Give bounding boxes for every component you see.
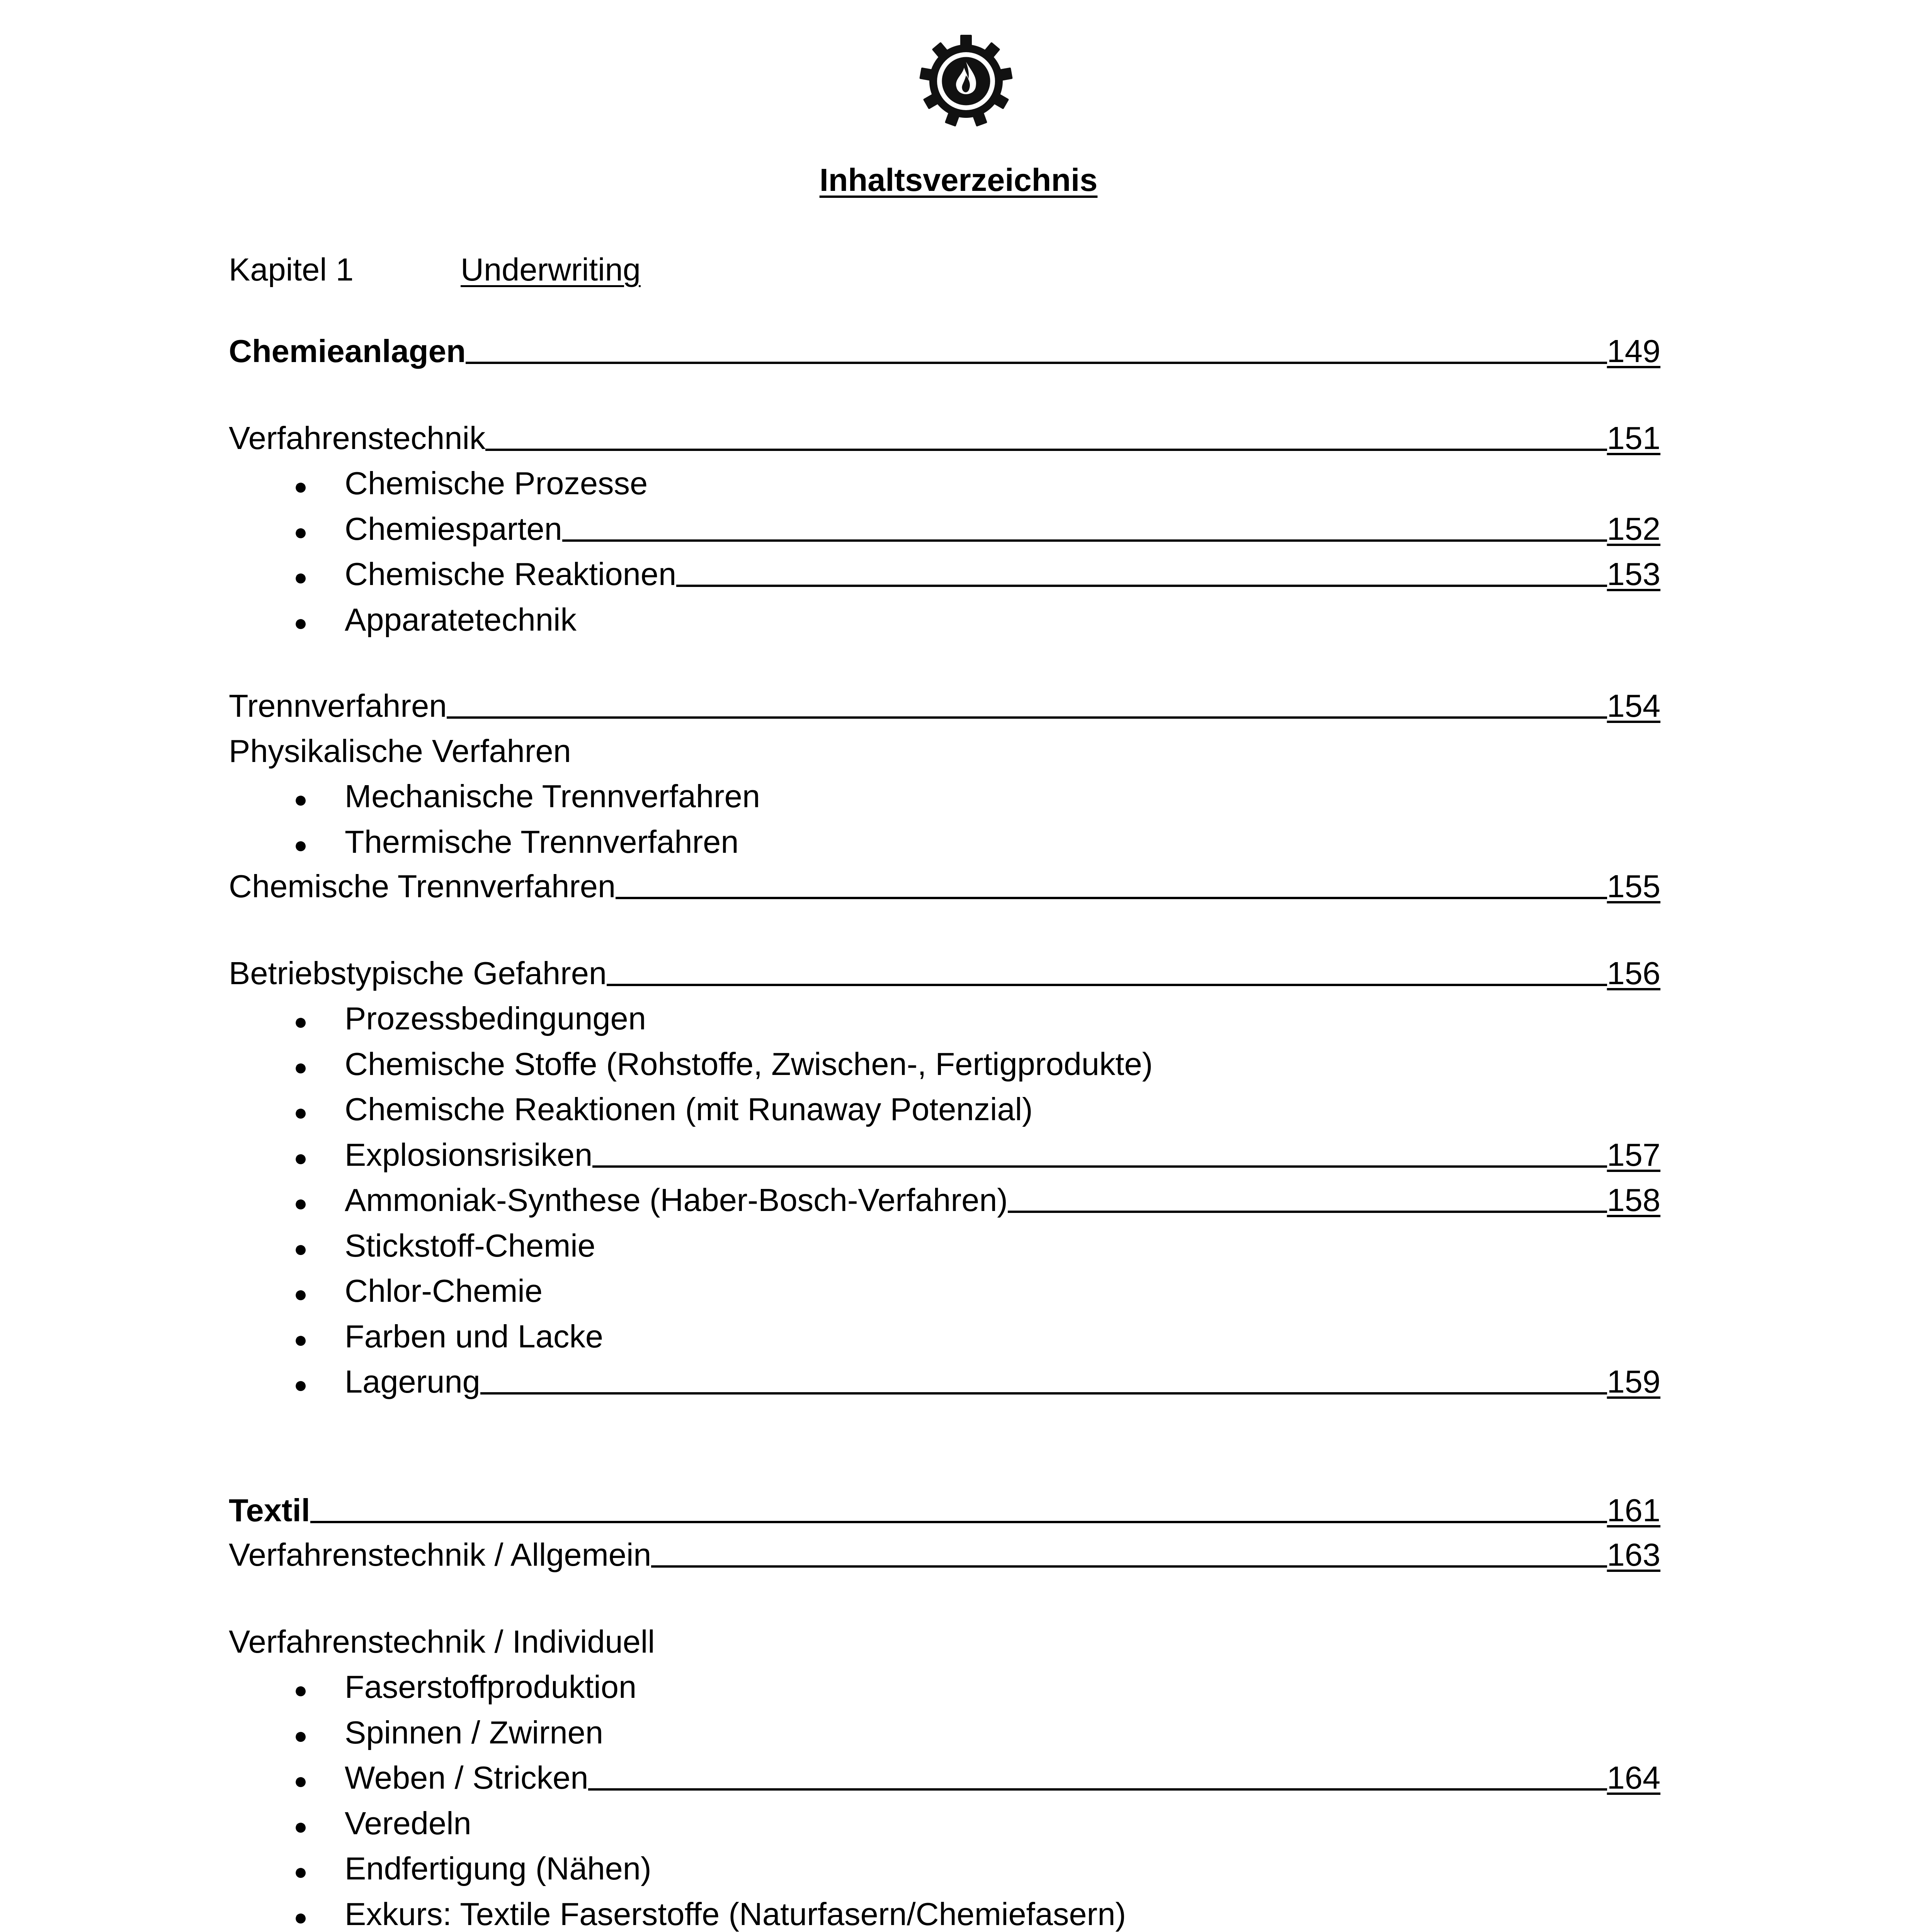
toc-leader-line <box>485 449 1607 451</box>
toc-entry-label: Veredeln <box>345 1805 471 1841</box>
bullet-icon: ● <box>294 1145 308 1171</box>
toc-entry[interactable] <box>229 728 1660 774</box>
toc-entry[interactable] <box>229 1314 1660 1359</box>
toc-entry[interactable] <box>229 996 1660 1041</box>
toc-entry-label: Lagerung <box>345 1364 480 1400</box>
toc-leader-line <box>616 897 1607 899</box>
toc-page-number: 153 <box>1607 556 1660 592</box>
toc-leader-line <box>607 984 1607 986</box>
toc-page-number: 158 <box>1607 1182 1660 1218</box>
toc-entry-label: Verfahrenstechnik / Individuell <box>229 1624 655 1660</box>
toc-page-number: 151 <box>1607 420 1660 456</box>
toc-page-number: 156 <box>1607 955 1660 991</box>
toc-entry-label: Thermische Trennverfahren <box>345 824 739 860</box>
bullet-icon: ● <box>294 1904 308 1930</box>
bullet-icon: ● <box>294 564 308 590</box>
bullet-icon: ● <box>294 1768 308 1794</box>
toc-entry[interactable] <box>229 506 1660 552</box>
toc-entry[interactable] <box>229 551 1660 597</box>
toc-entry-label: Spinnen / Zwirnen <box>345 1714 603 1750</box>
toc-entry[interactable] <box>229 1488 1660 1533</box>
toc-entry-label: Faserstoffproduktion <box>345 1669 637 1705</box>
toc-entry-label: Ammoniak-Synthese (Haber-Bosch-Verfahren) <box>345 1182 1008 1218</box>
toc-entry[interactable] <box>229 1532 1660 1578</box>
toc-entry[interactable] <box>229 1755 1660 1801</box>
toc-entry-label: Chemische Trennverfahren <box>229 868 616 904</box>
toc-entry[interactable] <box>229 328 1660 374</box>
toc-entry[interactable] <box>229 1177 1660 1223</box>
toc-entry-label: Farben und Lacke <box>345 1318 604 1354</box>
toc-page-number: 161 <box>1607 1492 1660 1528</box>
toc-entry[interactable] <box>229 1223 1660 1269</box>
toc-entry-label: Chemieanlagen <box>229 333 466 369</box>
toc-leader-line <box>651 1565 1607 1568</box>
toc-entry-label: Weben / Stricken <box>345 1760 589 1796</box>
bullet-icon: ● <box>294 1723 308 1748</box>
toc-entry[interactable] <box>229 1619 1660 1665</box>
toc-leader-line <box>447 716 1607 719</box>
toc-page-number: 164 <box>1607 1760 1660 1796</box>
bullet-icon: ● <box>294 1190 308 1216</box>
toc-entry[interactable] <box>229 1891 1660 1932</box>
gear-flame-icon <box>918 33 1014 129</box>
toc-entry-label: Exkurs: Textile Faserstoffe (Naturfasern/Chemiefasern) <box>345 1896 1126 1932</box>
toc-leader-line <box>466 362 1607 364</box>
toc-leader-line <box>1008 1211 1607 1213</box>
bullet-icon: ● <box>294 610 308 636</box>
toc-entry[interactable] <box>229 461 1660 506</box>
toc-page-number: 155 <box>1607 868 1660 904</box>
toc-page-number: 154 <box>1607 688 1660 724</box>
chapter-heading <box>229 251 641 288</box>
toc-entry-label: Chemische Reaktionen (mit Runaway Potenzial) <box>345 1091 1033 1127</box>
toc-entry-label: Textil <box>229 1492 310 1528</box>
toc-entry[interactable] <box>229 1801 1660 1846</box>
toc-page-number: 152 <box>1607 511 1660 547</box>
toc-leader-line <box>480 1392 1607 1395</box>
bullet-icon: ● <box>294 1859 308 1884</box>
toc-entry-label: Chemische Stoffe (Rohstoffe, Zwischen-, Fertigprodukte) <box>345 1046 1153 1082</box>
toc-entry-label: Betriebstypische Gefahren <box>229 955 607 991</box>
toc-leader-line <box>562 539 1607 542</box>
toc-entry-label: Verfahrenstechnik <box>229 420 486 456</box>
toc-entry[interactable] <box>229 1087 1660 1132</box>
toc-entry[interactable] <box>229 819 1660 865</box>
toc-entry-label: Explosionsrisiken <box>345 1137 593 1173</box>
toc-entry[interactable] <box>229 1710 1660 1755</box>
bullet-icon: ● <box>294 1677 308 1703</box>
bullet-icon: ● <box>294 1281 308 1307</box>
toc-entry[interactable] <box>229 683 1660 729</box>
toc-entry-label: Endfertigung (Nähen) <box>345 1850 651 1886</box>
toc-page-number: 163 <box>1607 1537 1660 1573</box>
toc-entry-label: Verfahrenstechnik / Allgemein <box>229 1537 651 1573</box>
toc-entry[interactable] <box>229 864 1660 909</box>
bullet-icon: ● <box>294 1813 308 1839</box>
toc-entry[interactable] <box>229 415 1660 461</box>
toc-entry-label: Chemiesparten <box>345 511 562 547</box>
page-title: Inhaltsverzeichnis <box>819 162 1098 198</box>
toc-entry[interactable] <box>229 1041 1660 1087</box>
toc-entry-label: Mechanische Trennverfahren <box>345 778 760 814</box>
chapter-number: Kapitel 1 <box>229 252 354 287</box>
toc-leader-line <box>676 585 1607 587</box>
toc-leader-line <box>310 1521 1607 1523</box>
bullet-icon: ● <box>294 473 308 499</box>
toc-entry[interactable] <box>229 1132 1660 1178</box>
toc-entry-label: Stickstoff-Chemie <box>345 1228 595 1264</box>
toc-page-number: 159 <box>1607 1364 1660 1400</box>
toc-entry-label: Apparatetechnik <box>345 602 577 638</box>
toc-entry-label: Chlor-Chemie <box>345 1273 543 1309</box>
toc-entry[interactable] <box>229 597 1660 643</box>
chapter-name: Underwriting <box>461 252 641 287</box>
toc-entry[interactable] <box>229 774 1660 819</box>
bullet-icon: ● <box>294 1327 308 1352</box>
toc-leader-line <box>592 1165 1607 1168</box>
toc-entry[interactable] <box>229 1664 1660 1710</box>
toc-entry[interactable] <box>229 1268 1660 1314</box>
toc-entry-label: Chemische Reaktionen <box>345 556 677 592</box>
bullet-icon: ● <box>294 1054 308 1080</box>
bullet-icon: ● <box>294 1372 308 1398</box>
bullet-icon: ● <box>294 1099 308 1125</box>
bullet-icon: ● <box>294 519 308 545</box>
toc-entry-label: Physikalische Verfahren <box>229 733 571 769</box>
toc-entry[interactable] <box>229 1359 1660 1405</box>
bullet-icon: ● <box>294 1009 308 1034</box>
toc-entry[interactable] <box>229 951 1660 996</box>
toc-page-number: 149 <box>1607 333 1660 369</box>
toc-entry-label: Prozessbedingungen <box>345 1000 646 1036</box>
bullet-icon: ● <box>294 786 308 812</box>
bullet-icon: ● <box>294 1236 308 1262</box>
toc-entry[interactable] <box>229 1846 1660 1891</box>
toc-entry-label: Trennverfahren <box>229 688 447 724</box>
toc-page-number: 157 <box>1607 1137 1660 1173</box>
toc-entry-label: Chemische Prozesse <box>345 465 648 501</box>
toc-leader-line <box>588 1788 1607 1791</box>
bullet-icon: ● <box>294 832 308 858</box>
